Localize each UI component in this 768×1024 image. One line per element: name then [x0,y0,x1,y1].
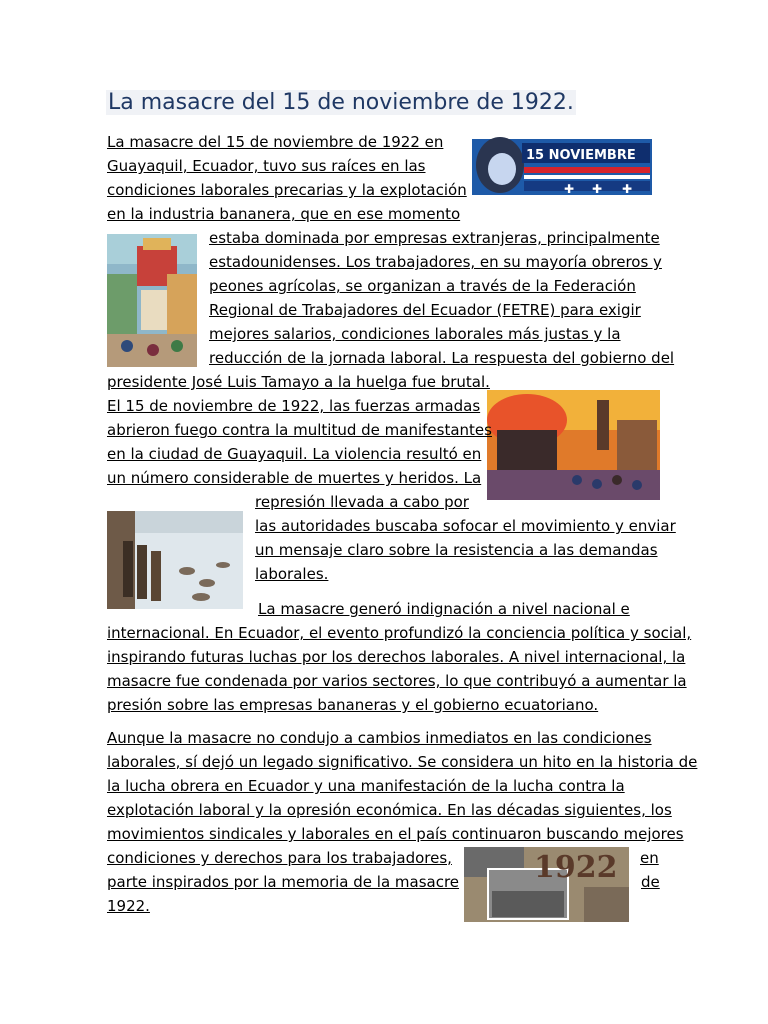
page-title: La masacre del 15 de noviembre de 1922. [108,90,574,115]
text-line: mejores salarios, condiciones laborales más justas y la [209,325,621,343]
text-line: explotación laboral y la opresión económica. En las décadas siguientes, los [107,801,672,819]
noviembre-banner-image [472,135,652,199]
text-line: un número considerable de muertes y heridos. La [107,469,482,487]
text-line: Aunque la masacre no condujo a cambios inmediatos en las condiciones [107,729,652,747]
text-line: peones agrícolas, se organizan a través de la Federación [209,277,636,295]
text-line: represión llevada a cabo por [255,493,469,511]
text-line: Guayaquil, Ecuador, tuvo sus raíces en las [107,157,426,175]
text-line: reducción de la jornada laboral. La respuesta del gobierno del [209,349,675,367]
text-line: estadounidenses. Los trabajadores, en su mayoría obreros y [209,253,662,271]
text-line: El 15 de noviembre de 1922, las fuerzas armadas [107,397,481,415]
text-line: inspirando futuras luchas por los derechos laborales. A nivel internacional, la [107,648,686,666]
text-line: en la ciudad de Guayaquil. La violencia resultó en [107,445,482,463]
text-line: condiciones laborales precarias y la explotación [107,181,467,199]
text-line: laborales, sí dejó un legado significativo. Se considera un hito en la historia de [107,753,698,771]
guayaquil-painting-image [107,234,197,367]
river-bodies-painting-image [107,511,243,609]
text-line: estaba dominada por empresas extranjeras, principalmente [209,229,660,247]
text-line: abrieron fuego contra la multitud de manifestantes [107,421,492,439]
svg-text:✚: ✚ [622,182,633,196]
text-line: La masacre generó indignación a nivel nacional e [258,600,630,618]
svg-text:✚: ✚ [564,182,575,196]
text-line: un mensaje claro sobre la resistencia a las demandas [255,541,658,559]
text-line: de [641,873,660,891]
text-line: presidente José Luis Tamayo a la huelga fue brutal. [107,373,490,391]
text-line: laborales. [255,565,329,583]
text-line: presión sobre las empresas bananeras y el gobierno ecuatoriano. [107,696,599,714]
text-line: condiciones y derechos para los trabajadores, [107,849,452,867]
text-line: internacional. En Ecuador, el evento profundizó la conciencia política y social, [107,624,692,642]
year-1922-collage-image [464,847,629,922]
text-line: 1922. [107,897,150,915]
svg-text:✚: ✚ [592,182,603,196]
text-line: parte inspirados por la memoria de la masacre [107,873,460,891]
text-line: las autoridades buscaba sofocar el movimiento y enviar [255,517,676,535]
svg-text:15 NOVIEMBRE: 15 NOVIEMBRE [526,148,636,163]
text-line: La masacre del 15 de noviembre de 1922 en [107,133,444,151]
massacre-fire-painting-image [487,390,660,500]
text-line: masacre fue condenada por varios sectores, lo que contribuyó a aumentar la [107,672,687,690]
text-line: en [640,849,659,867]
text-line: Regional de Trabajadores del Ecuador (FETRE) para exigir [209,301,641,319]
text-line: en la industria bananera, que en ese momento [107,205,461,223]
svg-text:1922: 1922 [534,850,618,885]
text-line: movimientos sindicales y laborales en el país continuaron buscando mejores [107,825,684,843]
text-line: la lucha obrera en Ecuador y una manifestación de la lucha contra la [107,777,625,795]
